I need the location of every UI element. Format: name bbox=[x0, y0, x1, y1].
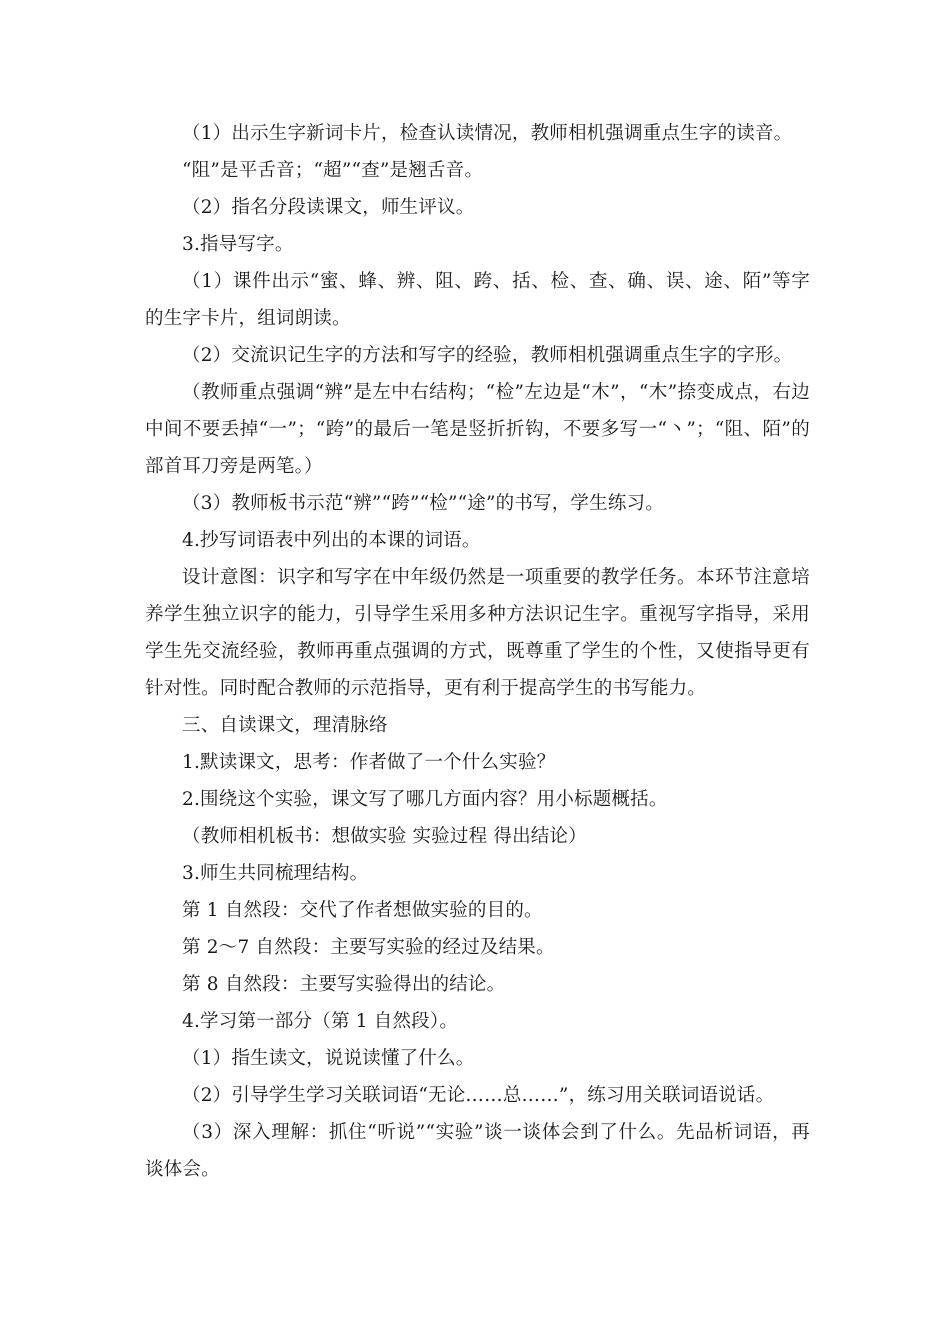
paragraph-12: 1.默读课文，思考：作者做了一个什么实验？ bbox=[182, 752, 556, 773]
paragraph-19: 4.学习第一部分（第 1 自然段）。 bbox=[182, 1011, 459, 1032]
paragraph-3: （2）指名分段读课文，师生评议。 bbox=[182, 197, 475, 218]
paragraph-20: （1）指生读文，说说读懂了什么。 bbox=[182, 1048, 475, 1069]
paragraph-2: “阻”是平舌音；“超”“查”是翘舌音。 bbox=[182, 160, 484, 181]
paragraph-18: 第 8 自然段：主要写实验得出的结论。 bbox=[182, 974, 506, 995]
paragraph-21: （2）引导学生学习关联词语“无论……总……”，练习用关联词语说话。 bbox=[182, 1085, 775, 1106]
paragraph-4: 3.指导写字。 bbox=[182, 234, 294, 255]
paragraph-9: 4.抄写词语表中列出的本课的词语。 bbox=[182, 530, 481, 551]
design-intent-paragraph: 设计意图：识字和写字在中年级仍然是一项重要的教学任务。本环节注意培养学生独立识字的能力，引导学生采用多种方法识记生字。重视写字指导，采用学生先交流经验，教师再重点强调的方式，既尊重了学生的个性，又使指导更有针对性。同时配合教师的示范指导，更有利于提高学生的书写能力。 bbox=[145, 567, 810, 699]
paragraph-13: 2.围绕这个实验，课文写了哪几方面内容？用小标题概括。 bbox=[182, 789, 668, 810]
section-heading: 三、自读课文，理清脉络 bbox=[182, 715, 388, 736]
paragraph-16: 第 1 自然段：交代了作者想做实验的目的。 bbox=[182, 900, 543, 921]
paragraph-15: 3.师生共同梳理结构。 bbox=[182, 863, 369, 884]
document-body bbox=[145, 115, 810, 1188]
paragraph-7: （教师重点强调“辨”是左中右结构；“检”左边是“木”，“木”捺变成点，右边中间不要丢掉“一”；“跨”的最后一笔是竖折折钩，不要多写一“丶”；“阻、陌”的部首耳刀旁是两笔。） bbox=[145, 382, 810, 477]
paragraph-14: （教师相机板书：想做实验 实验过程 得出结论） bbox=[182, 826, 587, 847]
paragraph-22: （3）深入理解：抓住“听说”“实验”谈一谈体会到了什么。先品析词语，再谈体会。 bbox=[145, 1122, 810, 1180]
paragraph-6: （2）交流识记生字的方法和写字的经验，教师相机强调重点生字的字形。 bbox=[182, 345, 793, 366]
paragraph-17: 第 2～7 自然段：主要写实验的经过及结果。 bbox=[182, 937, 555, 958]
paragraph-8: （3）教师板书示范“辨”“跨”“检”“途”的书写，学生练习。 bbox=[182, 493, 664, 514]
paragraph-5: （1）课件出示“蜜、蜂、辨、阻、跨、括、检、查、确、误、途、陌”等字的生字卡片，组词朗读。 bbox=[145, 271, 810, 329]
paragraph-1: （1）出示生字新词卡片，检查认读情况，教师相机强调重点生字的读音。 bbox=[182, 123, 793, 144]
